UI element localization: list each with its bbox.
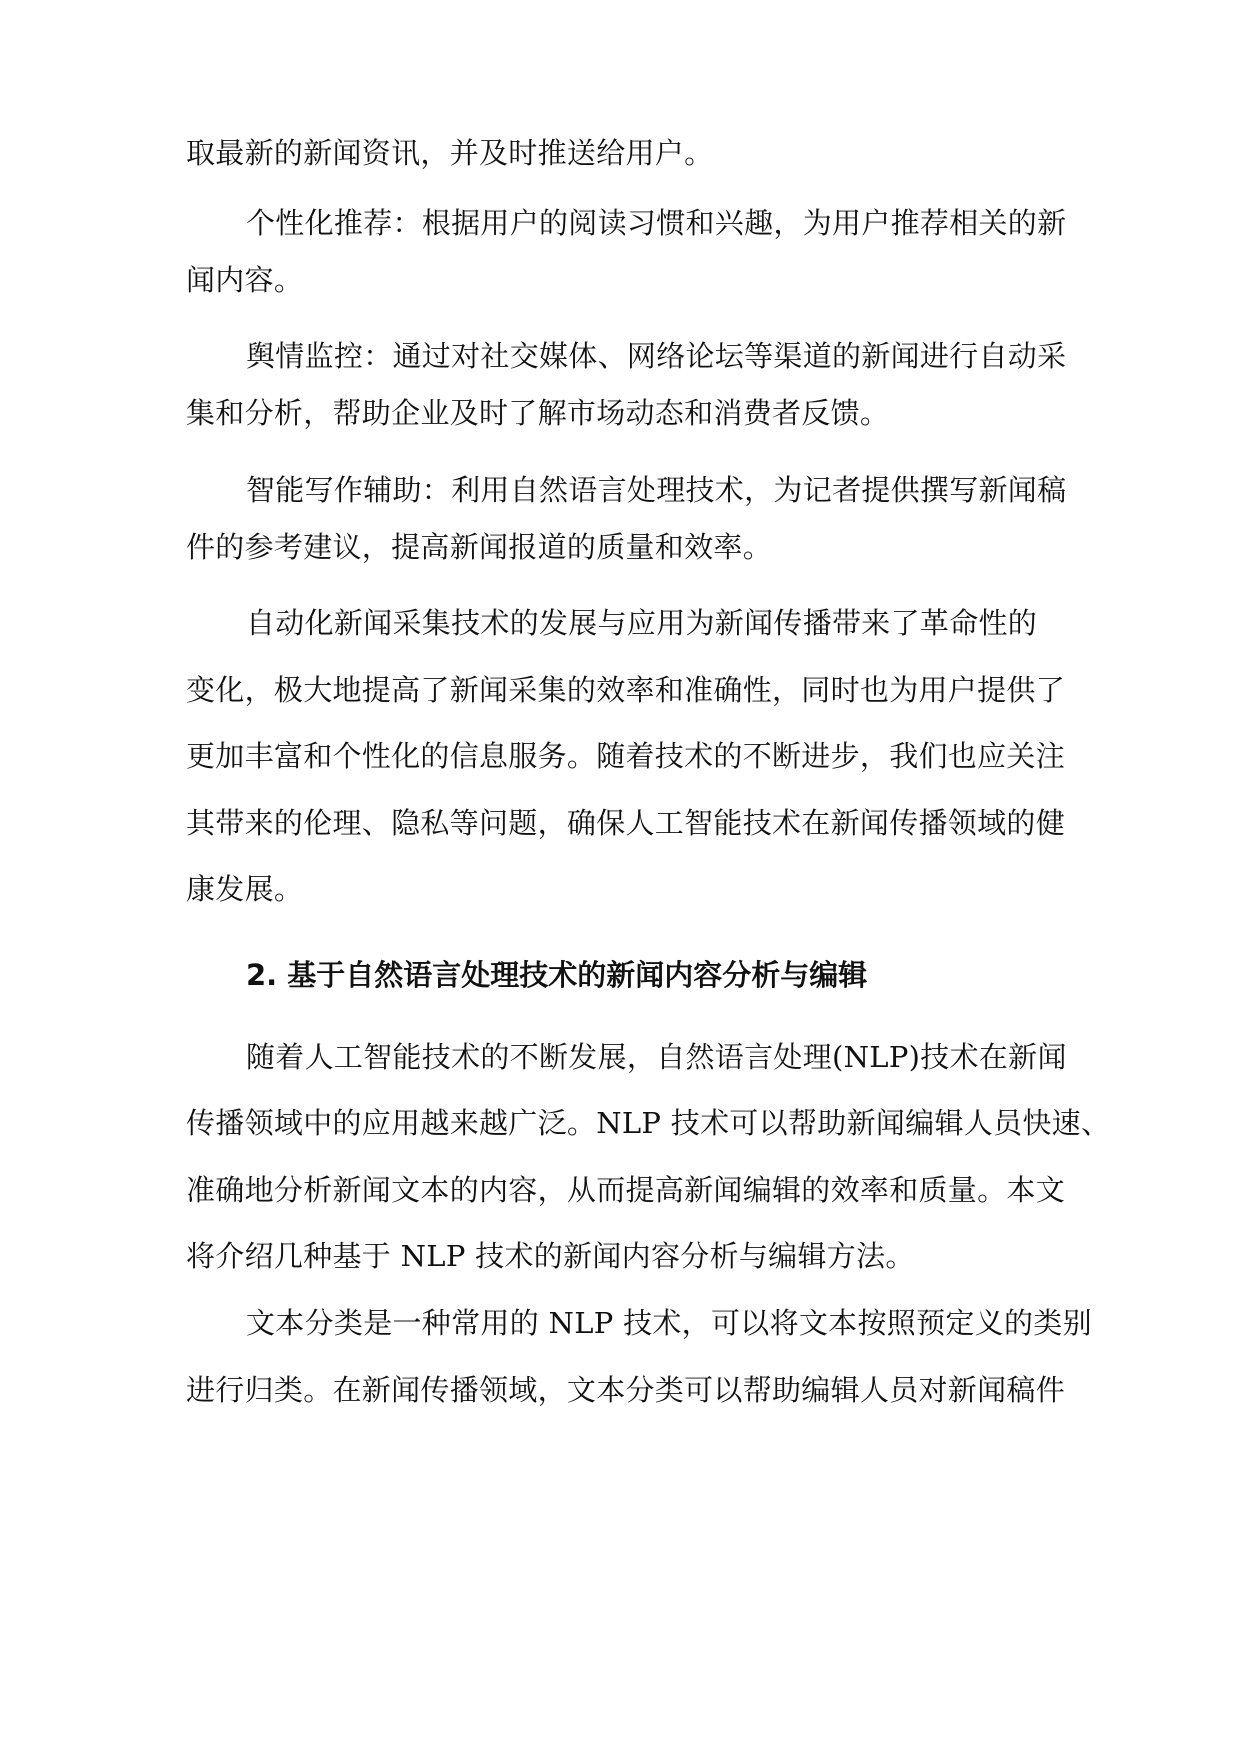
paragraph-line: 文本分类是一种常用的 NLP 技术，可以将文本按照预定义的类别 <box>246 1306 1092 1340</box>
paragraph-line: 康发展。 <box>186 872 304 906</box>
paragraph-line: 传播领域中的应用越来越广泛。NLP 技术可以帮助新闻编辑人员快速、 <box>186 1106 1111 1140</box>
paragraph-line: 舆情监控：通过对社交媒体、网络论坛等渠道的新闻进行自动采 <box>246 339 1067 373</box>
section-heading: 2. 基于自然语言处理技术的新闻内容分析与编辑 <box>246 958 868 992</box>
paragraph-line: 件的参考建议，提高新闻报道的质量和效率。 <box>186 530 773 564</box>
paragraph-line: 进行归类。在新闻传播领域，文本分类可以帮助编辑人员对新闻稿件 <box>186 1373 1066 1407</box>
paragraph-line: 准确地分析新闻文本的内容，从而提高新闻编辑的效率和质量。本文 <box>186 1173 1066 1207</box>
paragraph-line: 闻内容。 <box>186 263 304 297</box>
paragraph-line: 取最新的新闻资讯，并及时推送给用户。 <box>186 136 714 170</box>
paragraph-line: 其带来的伦理、隐私等问题，确保人工智能技术在新闻传播领域的健 <box>186 806 1066 840</box>
paragraph-line: 自动化新闻采集技术的发展与应用为新闻传播带来了革命性的 <box>246 606 1038 640</box>
paragraph-line: 集和分析，帮助企业及时了解市场动态和消费者反馈。 <box>186 396 890 430</box>
paragraph-line: 变化，极大地提高了新闻采集的效率和准确性，同时也为用户提供了 <box>186 673 1066 707</box>
paragraph-line: 随着人工智能技术的不断发展，自然语言处理(NLP)技术在新闻 <box>246 1040 1067 1074</box>
paragraph-line: 更加丰富和个性化的信息服务。随着技术的不断进步，我们也应关注 <box>186 739 1066 773</box>
paragraph-line: 智能写作辅助：利用自然语言处理技术，为记者提供撰写新闻稿 <box>246 473 1067 507</box>
paragraph-line: 个性化推荐：根据用户的阅读习惯和兴趣，为用户推荐相关的新 <box>246 206 1067 240</box>
paragraph-line: 将介绍几种基于 NLP 技术的新闻内容分析与编辑方法。 <box>186 1239 915 1273</box>
